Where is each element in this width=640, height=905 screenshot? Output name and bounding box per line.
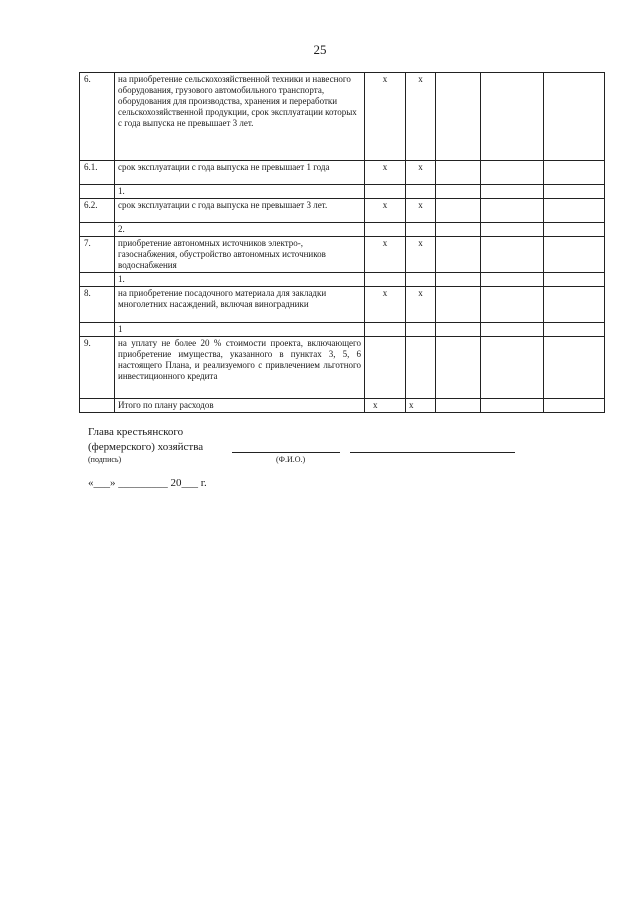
page-number: 25 [313,42,327,57]
total-row [80,399,605,413]
table-row [80,161,605,185]
table-row [80,199,605,223]
table-row [80,223,605,237]
cell-mark: х [406,237,436,273]
empty-cell [544,199,605,223]
cell-mark: х [406,287,436,323]
date-field: «___» _________ 20___ г. [88,477,207,489]
cell-mark: х [365,287,406,323]
empty-cell [544,223,605,237]
empty-cell [481,199,544,223]
total-label: Итого по плану расходов [115,399,365,413]
empty-cell [481,287,544,323]
cell-mark [365,223,406,237]
cell-mark: х [406,161,436,185]
row-description: 1. [115,273,365,287]
cell-mark: х [406,399,436,413]
row-description: 2. [115,223,365,237]
empty-cell [544,337,605,399]
table-row [80,323,605,337]
row-number: 7. [80,237,115,273]
cell-mark [406,337,436,399]
table-row [80,337,605,399]
cell-mark: х [365,199,406,223]
empty-cell [544,323,605,337]
row-description: 1 [115,323,365,337]
empty-cell [481,323,544,337]
empty-cell [544,399,605,413]
empty-cell [481,273,544,287]
empty-cell [544,237,605,273]
empty-cell [436,199,481,223]
empty-cell [481,185,544,199]
row-number [80,223,115,237]
empty-cell [481,223,544,237]
row-number [80,273,115,287]
row-description: на приобретение посадочного материала для закладки многолетних насаждений, включая виноградники [115,287,365,323]
cell-mark [406,223,436,237]
row-number: 6. [80,73,115,161]
row-description: 1. [115,185,365,199]
head-title-line2: (фермерского) хозяйства [88,441,204,453]
empty-cell [481,73,544,161]
row-number: 9. [80,337,115,399]
signature-line [232,452,340,453]
row-number: 6.2. [80,199,115,223]
row-number [80,323,115,337]
row-description: на уплату не более 20 % стоимости проекта, включающего приобретение имущества, указанного в пунктах 3, 5, 6 настоящего Плана, и реализуемого с привлечением льготного инвестиционного кредита [115,337,365,399]
empty-cell [544,287,605,323]
empty-cell [544,73,605,161]
row-number [80,185,115,199]
cell-mark [406,323,436,337]
empty-cell [436,287,481,323]
cell-mark: х [406,73,436,161]
expense-plan-table [79,72,605,413]
table-row [80,185,605,199]
row-description: срок эксплуатации с года выпуска не превышает 3 лет. [115,199,365,223]
empty-cell [436,237,481,273]
row-description: на приобретение сельскохозяйственной техники и навесного оборудования, грузового автомобильного транспорта, оборудования для производства, хранения и переработки сельскохозяйственной продукции, срок эксплуатации которых с года выпуска не превышает 3 лет. [115,73,365,161]
empty-cell [436,323,481,337]
empty-cell [481,337,544,399]
empty-cell [436,161,481,185]
empty-cell [436,223,481,237]
empty-cell [481,237,544,273]
row-number [80,399,115,413]
table-row [80,237,605,273]
empty-cell [436,73,481,161]
cell-mark [406,185,436,199]
empty-cell [544,161,605,185]
cell-mark [365,273,406,287]
empty-cell [436,273,481,287]
cell-mark [365,323,406,337]
empty-cell [544,185,605,199]
row-description: приобретение автономных источников электро-, газоснабжения, обустройство автономных источников водоснабжения [115,237,365,273]
empty-cell [544,273,605,287]
table-row [80,73,605,161]
table-row [80,287,605,323]
empty-cell [481,161,544,185]
cell-mark [406,273,436,287]
cell-mark: х [365,73,406,161]
empty-cell [436,337,481,399]
empty-cell [481,399,544,413]
cell-mark: х [406,199,436,223]
name-caption: (Ф.И.О.) [276,455,306,464]
head-title-line1: Глава крестьянского [88,426,184,438]
empty-cell [436,399,481,413]
empty-cell [436,185,481,199]
cell-mark: х [365,237,406,273]
signature-caption: (подпись) [88,455,122,464]
cell-mark: х [365,399,406,413]
row-number: 6.1. [80,161,115,185]
cell-mark [365,185,406,199]
row-description: срок эксплуатации с года выпуска не превышает 1 года [115,161,365,185]
cell-mark [365,337,406,399]
table-row [80,273,605,287]
cell-mark: х [365,161,406,185]
row-number: 8. [80,287,115,323]
name-line [350,452,515,453]
